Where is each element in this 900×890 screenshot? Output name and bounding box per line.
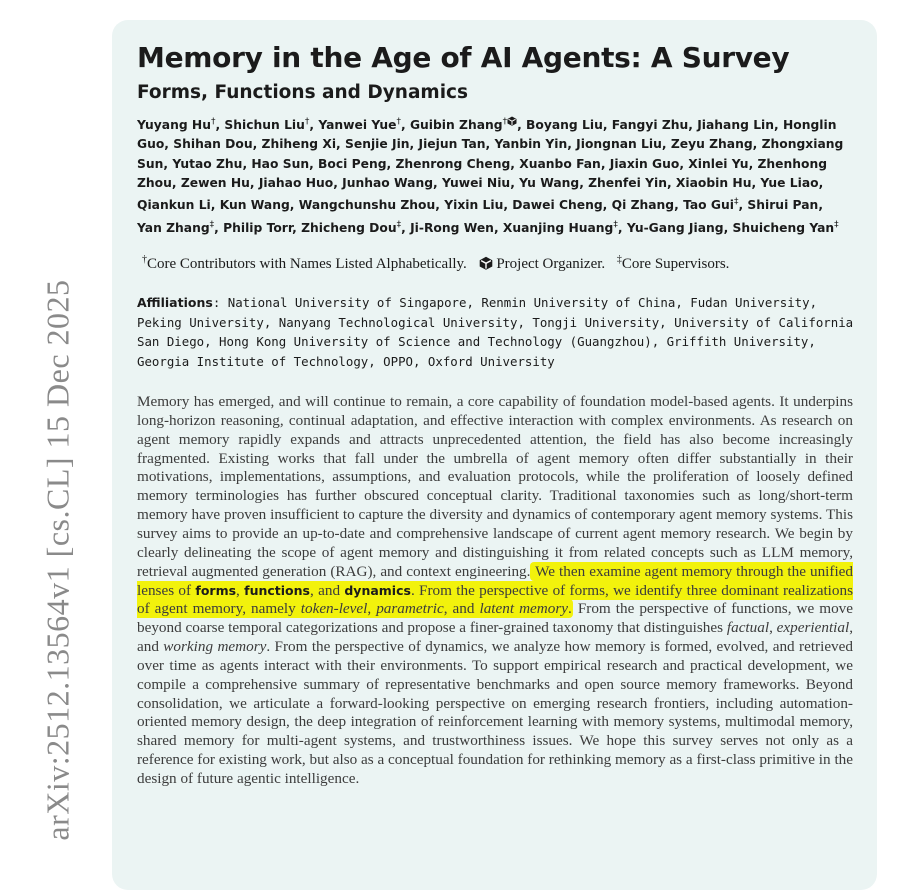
author: Jiaxin Guo: [609, 156, 680, 171]
author-list: Yuyang Hu†, Shichun Liu†, Yanwei Yue†, Guibin Zhang† , Boyang Liu, Fangyi Zhu, Jiahang Lin, Honglin Guo, Shihan Dou, Zhiheng Xi, Senjie Jin, Jiejun Tan, Yanbin Yin, Jiongnan Liu, Zeyu Zhang, Zhongxiang Sun, Yutao Zhu, Hao Sun, Boci Peng, Zhenrong Cheng, Xuanbo Fan, Jiaxin Guo, Xinlei Yu, Zhenhong Zhou, Zewen Hu, Jiahao Huo, Junhao Wang, Yuwei Niu, Yu Wang, Zhenfei Yin, Xiaobin Hu, Yue Liao, Qiankun Li, Kun Wang, Wangchunshu Zhou, Yixin Liu, Dawei Cheng, Qi Zhang, Tao Gui‡, Shirui Pan, Yan Zhang‡, Philip Torr, Zhicheng Dou‡, Ji-Rong Wen, Xuanjing Huang‡, Yu-Gang Jiang, Shuicheng Yan‡: [137, 117, 844, 235]
author: Yanbin Yin: [494, 137, 568, 152]
author: Boyang Liu: [526, 118, 603, 133]
author: Yanwei Yue: [318, 118, 397, 133]
term-working-memory: working memory: [163, 638, 267, 656]
author: Junhao Wang: [342, 175, 434, 190]
author: Zhongxiang Sun: [137, 137, 844, 171]
term-experiential: experiential: [776, 619, 850, 637]
author: Zhenrong Cheng: [395, 156, 511, 171]
keyword-dynamics: dynamics: [344, 582, 411, 598]
author: Zhenfei Yin: [588, 175, 667, 190]
author: Yu Wang: [519, 175, 580, 190]
author: Jiahang Lin: [697, 118, 775, 133]
arxiv-identifier: arXiv:2512.13564v1 [cs.CL] 15 Dec 2025: [39, 279, 76, 841]
affiliations-text: : National University of Singapore, Renmin University of China, Fudan University, Peking University, Nanyang Technological University, Tongji University, University of California San Diego, Hong Kong University of Science and Technology (Guangzhou), Griffith University, Georgia Institute of Technology, OPPO, Oxford University: [137, 295, 854, 369]
author: Yue Liao: [760, 175, 819, 190]
author: Zhicheng Dou: [301, 220, 397, 235]
author: Zhiheng Xi: [261, 137, 337, 152]
author: Fangyi Zhu: [611, 118, 689, 133]
author: Tao Gui: [683, 198, 734, 213]
cube-icon: [479, 256, 493, 270]
paper-subtitle: Forms, Functions and Dynamics: [137, 82, 469, 103]
author: Guibin Zhang: [409, 118, 503, 133]
author: Dawei Cheng: [512, 198, 603, 213]
abstract: Memory has emerged, and will continue to remain, a core capability of foundation model-based agents. It underpins long-horizon reasoning, continual adaptation, and effective interaction with complex environments. As research on agent memory rapidly expands and attracts unprecedented attention, the field has also become increasingly fragmented. Existing works that fall under the umbrella of agent memory often differ substantially in their motivations, implementations, assumptions, and evaluation protocols, while the proliferation of loosely defined memory terminologies has further obscured conceptual clarity. Traditional taxonomies such as long/short-term memory have proven insufficient to capture the diversity and dynamics of contemporary agent memory systems. This survey aims to provide an up-to-date and comprehensive landscape of current agent memory research. We begin by clearly delineating the scope of agent memory and distinguishing it from related concepts such as LLM memory, retrieval augmented generation (RAG), and context engineering. We then examine agent memory through the unified lenses of forms, functions, and dynamics. From the perspective of forms, we identify three dominant realizations of agent memory, namely token-level, parametric, and latent memory. From the perspective of functions, we move beyond coarse temporal categorizations and propose a finer-grained taxonomy that distinguishes factual, experiential, and working memory. From the perspective of dynamics, we analyze how memory is formed, evolved, and retrieved over time as agents interact with their environments. To support empirical research and practical development, we compile a comprehensive summary of representative benchmarks and open source memory frameworks. Beyond consolidation, we articulate a forward-looking perspective on emerging research frontiers, including automation-oriented memory design, the deep integration of reinforcement learning with memory systems, multimodal memory, shared memory for multi-agent systems, and trustworthiness issues. We hope this survey serves not only as a reference for existing work, but also as a conceptual foundation for rethinking memory as a first-class primitive in the design of future agentic intelligence.: [137, 393, 854, 787]
author: Qi Zhang: [611, 198, 675, 213]
highlighted-passage: We then examine agent memory through the unified lenses of forms, functions, and dynamics. From the perspective of forms, we identify three dominant realizations of agent memory, namely token-level, parametric, and latent memory.: [137, 562, 853, 618]
author: Xuanbo Fan: [519, 156, 601, 171]
author: Boci Peng: [318, 156, 387, 171]
author: Senjie Jin: [345, 137, 410, 152]
author: Shichun Liu: [224, 118, 305, 133]
term-factual: factual: [726, 619, 770, 637]
author: Ji-Rong Wen: [410, 220, 494, 235]
author: Honglin Guo: [137, 118, 837, 152]
author: Zewen Hu: [180, 175, 250, 190]
contribution-legend: †Core Contributors with Names Listed Alphabetically. Project Organizer. ‡Core Supervisors.: [142, 254, 730, 273]
author: Zeyu Zhang: [670, 137, 753, 152]
term-latent-memory: latent memory: [479, 600, 569, 618]
keyword-forms: forms: [195, 582, 237, 598]
author: Zhenhong Zhou: [137, 156, 828, 190]
paper-title: Memory in the Age of AI Agents: A Survey: [137, 41, 790, 74]
author: Xuanjing Huang: [502, 220, 614, 235]
author: Qiankun Li: [137, 198, 211, 213]
author: Jiahao Huo: [258, 175, 334, 190]
paper-header: [137, 40, 855, 789]
author: Yutao Zhu: [172, 156, 243, 171]
author: Shihan Dou: [173, 137, 253, 152]
affiliations-label: Affiliations: [137, 295, 213, 311]
author: Philip Torr: [223, 220, 293, 235]
abstract-text: Memory has emerged, and will continue to remain, a core capability of foundation model-based agents. It underpins long-horizon reasoning, continual adaptation, and effective interaction with complex environments. As research on agent memory rapidly expands and attracts unprecedented attention, the field has also become increasingly fragmented. Existing works that fall under the umbrella of agent memory often differ substantially in their motivations, implementations, assumptions, and evaluation protocols, while the proliferation of loosely defined memory terminologies has further obscured conceptual clarity. Traditional taxonomies such as long/short-term memory have proven insufficient to capture the diversity and dynamics of contemporary agent memory systems. This survey aims to provide an up-to-date and comprehensive landscape of current agent memory research. We begin by clearly delineating the scope of agent memory and distinguishing it from related concepts such as LLM memory, retrieval augmented generation (RAG), and context engineering.: [137, 393, 853, 580]
legend-core-supervisors: Core Supervisors.: [621, 256, 730, 273]
author: Jiejun Tan: [418, 137, 486, 152]
author: Yu-Gang Jiang: [626, 220, 724, 235]
author: Yan Zhang: [137, 220, 210, 235]
cube-icon: [507, 116, 517, 126]
author: Xiaobin Hu: [675, 175, 752, 190]
keyword-functions: functions: [244, 582, 310, 598]
author: Shirui Pan: [747, 198, 819, 213]
term-parametric: parametric: [376, 600, 444, 618]
legend-core-contributors: Core Contributors with Names Listed Alphabetically.: [147, 256, 467, 273]
term-token-level: token-level: [300, 600, 368, 618]
author: Yixin Liu: [444, 198, 504, 213]
author: Wangchunshu Zhou: [298, 198, 436, 213]
author: Jiongnan Liu: [576, 137, 662, 152]
author: Xinlei Yu: [688, 156, 749, 171]
author: Yuyang Hu: [137, 118, 211, 133]
affiliations: [137, 293, 855, 371]
author: Kun Wang: [219, 198, 290, 213]
author: Shuicheng Yan: [732, 220, 835, 235]
author: Yuwei Niu: [441, 175, 511, 190]
legend-project-organizer: Project Organizer.: [496, 256, 606, 273]
author: Hao Sun: [251, 156, 310, 171]
